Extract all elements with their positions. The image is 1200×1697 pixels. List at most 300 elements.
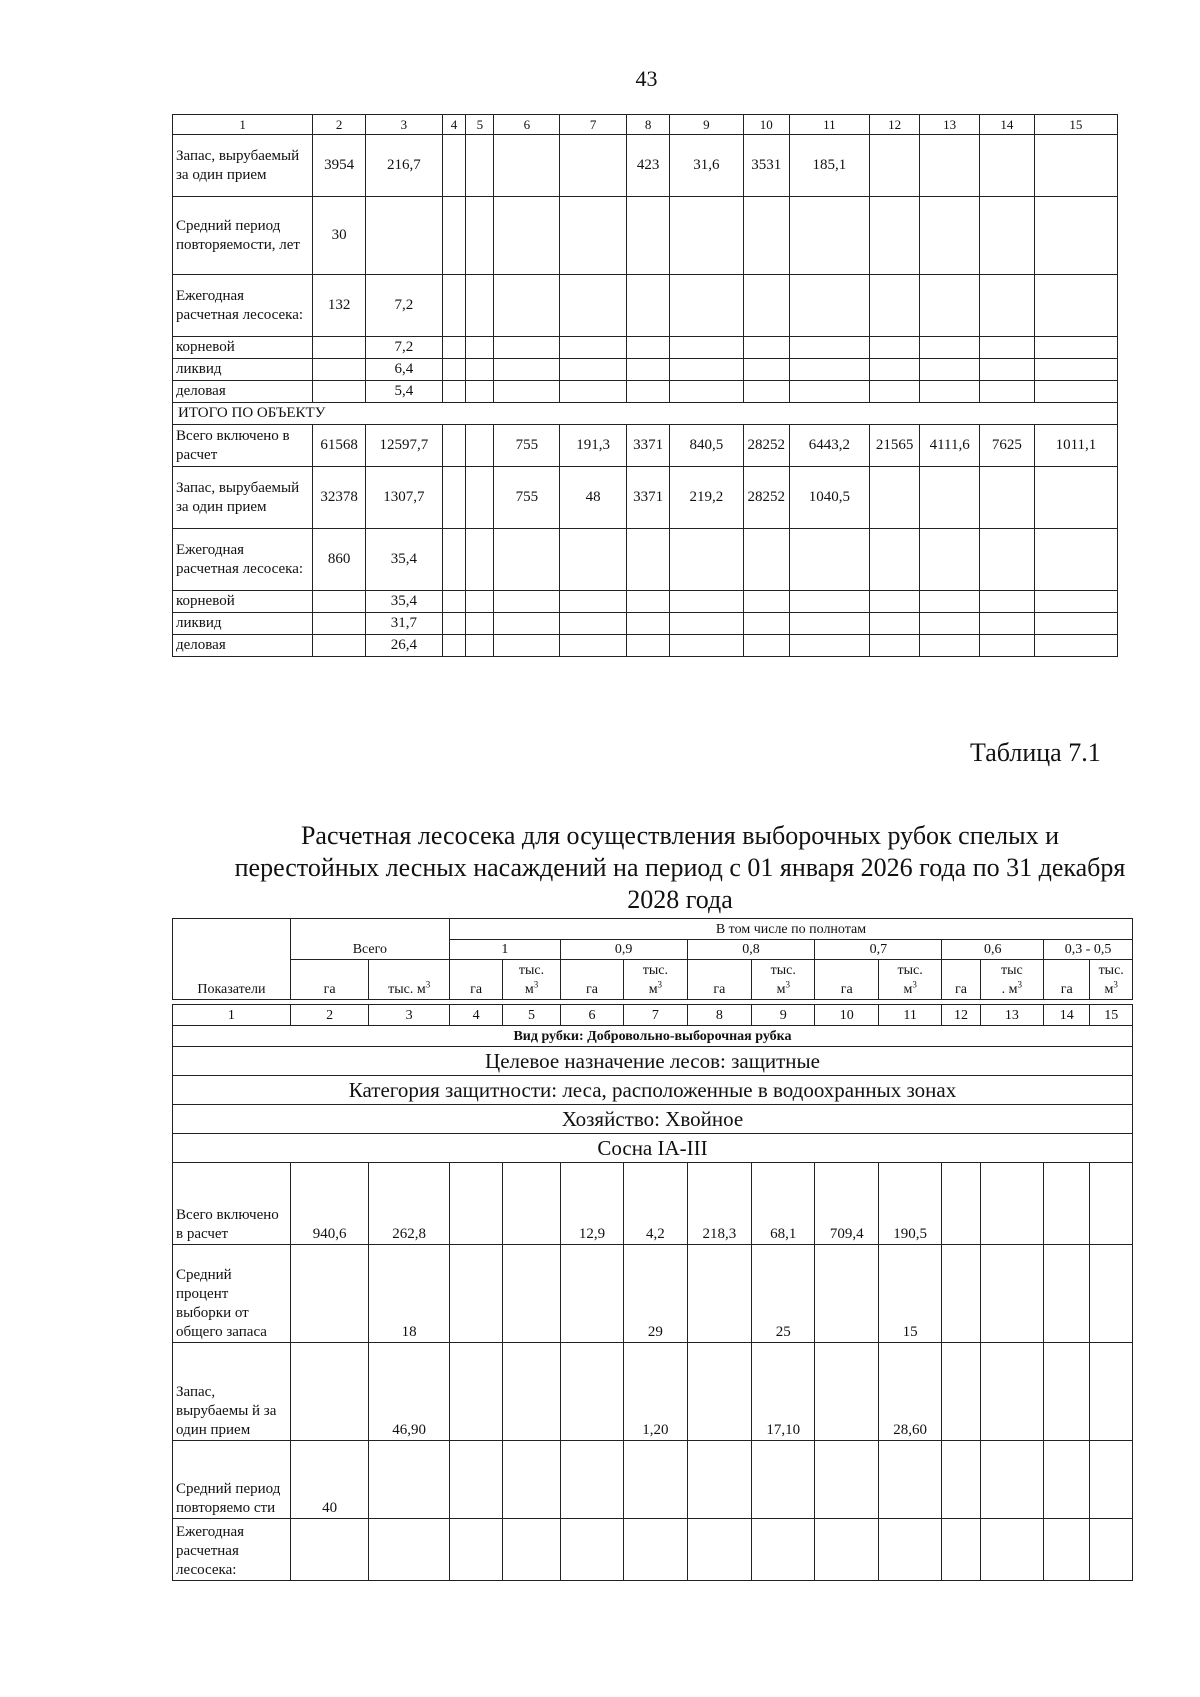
table-cell (979, 467, 1034, 529)
table-cell (920, 635, 979, 657)
column-number: 10 (743, 115, 789, 135)
table-cell (687, 1441, 751, 1519)
row-label: корневой (173, 591, 313, 613)
table-cell (789, 381, 869, 403)
unit-ha: га (942, 960, 980, 1000)
table-cell (449, 1245, 502, 1343)
table-cell (466, 275, 494, 337)
table-cell: 29 (624, 1245, 687, 1343)
table-cell (627, 613, 670, 635)
row-label: Средний период повторяемости, лет (173, 197, 313, 275)
table-cell (494, 591, 560, 613)
table-cell: 68,1 (752, 1163, 815, 1245)
table-cell (627, 381, 670, 403)
table-cell (670, 337, 743, 359)
table-cell: 3371 (627, 467, 670, 529)
table-cell (1044, 1519, 1090, 1581)
table-cell (449, 1163, 502, 1245)
table-cell: 12597,7 (366, 425, 443, 467)
table-cell (979, 635, 1034, 657)
table-cell: 423 (627, 135, 670, 197)
column-number: 9 (752, 1005, 815, 1026)
unit-thous-m3: тыс . $м^3$ (980, 960, 1043, 1000)
table-cell (1090, 1343, 1133, 1441)
table-cell (466, 529, 494, 591)
table-cell (560, 1441, 623, 1519)
table-cell: 1307,7 (366, 467, 443, 529)
row-label: Средний процент выборки от общего запаса (173, 1245, 291, 1343)
table-cell (1090, 1441, 1133, 1519)
table-cell (670, 613, 743, 635)
table-cell (1090, 1245, 1133, 1343)
table-cell (466, 197, 494, 275)
table-row (173, 337, 1118, 359)
column-number: 13 (980, 1005, 1043, 1026)
section-row (173, 403, 1118, 425)
table-cell (494, 635, 560, 657)
table-cell (442, 467, 466, 529)
column-number: 14 (979, 115, 1034, 135)
table-cell (670, 635, 743, 657)
column-number: 5 (466, 115, 494, 135)
table-cell (560, 635, 627, 657)
table-cell: 262,8 (369, 1163, 450, 1245)
table-cell: 17,10 (752, 1343, 815, 1441)
table-cell: 7,2 (366, 275, 443, 337)
table-cell (752, 1519, 815, 1581)
table-row (173, 635, 1118, 657)
table-cell (980, 1441, 1043, 1519)
table-row (173, 1245, 1133, 1343)
section-title: ИТОГО ПО ОБЪЕКТУ (173, 403, 1118, 425)
table-cell (442, 135, 466, 197)
table-cell: 1040,5 (789, 467, 869, 529)
table-cell (942, 1519, 980, 1581)
density-1: 1 (449, 940, 560, 960)
table-cell (466, 337, 494, 359)
table-cell (920, 197, 979, 275)
table-cell (869, 135, 920, 197)
table-cell (627, 529, 670, 591)
table-cell: 3531 (743, 135, 789, 197)
column-number: 3 (366, 115, 443, 135)
table-cell (1034, 529, 1117, 591)
column-number: 6 (560, 1005, 623, 1026)
table-cell: 35,4 (366, 529, 443, 591)
table-cell: 190,5 (878, 1163, 941, 1245)
table-cell (979, 135, 1034, 197)
species: Сосна IA-III (173, 1134, 1133, 1163)
unit-thous-m3: тыс. $м^3$ (1090, 960, 1133, 1000)
table-cell: 755 (494, 425, 560, 467)
table-cell (815, 1343, 878, 1441)
table-cell (1034, 591, 1117, 613)
allowable-cut-table (172, 918, 1133, 1581)
table-cell (560, 381, 627, 403)
table-cell (1044, 1441, 1090, 1519)
table-cell (494, 275, 560, 337)
table-cell (442, 337, 466, 359)
table-cell (442, 197, 466, 275)
table-row (173, 529, 1118, 591)
table-cell (980, 1519, 1043, 1581)
table-cell (503, 1441, 560, 1519)
table-cell (369, 1519, 450, 1581)
table-cell (1034, 275, 1117, 337)
table-cell (980, 1163, 1043, 1245)
continuation-table (172, 114, 1118, 657)
table-row (173, 275, 1118, 337)
table-cell (920, 337, 979, 359)
density-08: 0,8 (687, 940, 815, 960)
table-cell (466, 613, 494, 635)
table-cell (442, 381, 466, 403)
table-cell (290, 1519, 369, 1581)
table-cell (466, 381, 494, 403)
table-cell: 18 (369, 1245, 450, 1343)
table-cell (442, 275, 466, 337)
header-row (173, 115, 1118, 135)
column-number: 11 (789, 115, 869, 135)
table-cell (449, 1441, 502, 1519)
table-cell (313, 613, 366, 635)
table-cell (920, 359, 979, 381)
protection-category: Категория защитности: леса, расположенные в водоохранных зонах (173, 1076, 1133, 1105)
table-cell (503, 1245, 560, 1343)
table-cell (627, 197, 670, 275)
table-cell (1034, 337, 1117, 359)
table-cell: 6443,2 (789, 425, 869, 467)
table-cell (743, 529, 789, 591)
column-number: 9 (670, 115, 743, 135)
table-row (173, 1441, 1133, 1519)
column-number: 15 (1034, 115, 1117, 135)
table-cell: 132 (313, 275, 366, 337)
table-row (173, 1519, 1133, 1581)
column-number: 4 (449, 1005, 502, 1026)
table-cell: 5,4 (366, 381, 443, 403)
column-number: 1 (173, 115, 313, 135)
row-label: Ежегодная расчетная лесосека: (173, 275, 313, 337)
table-cell (1034, 635, 1117, 657)
table-cell: 31,6 (670, 135, 743, 197)
table-cell: 12,9 (560, 1163, 623, 1245)
table-cell (687, 1245, 751, 1343)
table-cell: 1,20 (624, 1343, 687, 1441)
table-cell (503, 1519, 560, 1581)
table-cell (466, 635, 494, 657)
table-cell (789, 359, 869, 381)
table-cell: 48 (560, 467, 627, 529)
table-cell (869, 275, 920, 337)
column-number-row (173, 1005, 1133, 1026)
table-cell (1034, 381, 1117, 403)
table-cell (624, 1519, 687, 1581)
table-row (173, 1163, 1133, 1245)
row-label: Запас, вырубаемы й за один прием (173, 1343, 291, 1441)
unit-thous-m3: тыс. $м^3$ (878, 960, 941, 1000)
column-number: 3 (369, 1005, 450, 1026)
header-total: Всего (290, 919, 449, 960)
table-cell (1044, 1163, 1090, 1245)
page-number: 43 (635, 66, 658, 91)
table-row (173, 467, 1118, 529)
table-cell (942, 1343, 980, 1441)
table-cell (979, 337, 1034, 359)
column-number: 4 (442, 115, 466, 135)
table-cell (979, 529, 1034, 591)
table-cell (560, 529, 627, 591)
row-label: Всего включено в расчет (173, 1163, 291, 1245)
table-cell (743, 613, 789, 635)
table-row (173, 425, 1118, 467)
table-cell (670, 275, 743, 337)
table-cell (1090, 1519, 1133, 1581)
table-cell (627, 337, 670, 359)
unit-total-ha: га (290, 960, 369, 1000)
table-row (173, 613, 1118, 635)
table-row (173, 381, 1118, 403)
table-cell (878, 1441, 941, 1519)
table-cell (979, 275, 1034, 337)
table-cell (442, 591, 466, 613)
table-cell (743, 197, 789, 275)
row-label: Средний период повторяемо сти (173, 1441, 291, 1519)
table-cell (442, 425, 466, 467)
table-cell (1034, 135, 1117, 197)
table-label: Таблица 7.1 (970, 738, 1101, 767)
table-cell (789, 337, 869, 359)
table-cell (743, 359, 789, 381)
table-cell (442, 359, 466, 381)
table-cell (920, 275, 979, 337)
table-cell (466, 135, 494, 197)
table-cell (313, 635, 366, 657)
table-cell: 219,2 (670, 467, 743, 529)
table-cell (466, 591, 494, 613)
table-cell (494, 359, 560, 381)
table-cell (670, 359, 743, 381)
table-cell (313, 359, 366, 381)
header-row-1 (173, 919, 1133, 940)
table-cell (920, 529, 979, 591)
table-cell: 185,1 (789, 135, 869, 197)
table-cell (560, 613, 627, 635)
table-cell (869, 467, 920, 529)
table-row (173, 135, 1118, 197)
table-cell: 4111,6 (920, 425, 979, 467)
column-number: 2 (313, 115, 366, 135)
row-label: ликвид (173, 613, 313, 635)
table-cell (743, 591, 789, 613)
column-number: 7 (560, 115, 627, 135)
table-cell (920, 613, 979, 635)
table-cell (869, 591, 920, 613)
table-cell (815, 1441, 878, 1519)
table-cell (494, 613, 560, 635)
table-cell (920, 381, 979, 403)
table-cell: 6,4 (366, 359, 443, 381)
table-cell: 32378 (313, 467, 366, 529)
table-cell: 26,4 (366, 635, 443, 657)
table-cell (670, 381, 743, 403)
table-cell: 218,3 (687, 1163, 751, 1245)
table-cell (920, 135, 979, 197)
table-cell (560, 197, 627, 275)
table-cell (1034, 467, 1117, 529)
table-cell (290, 1245, 369, 1343)
row-label: Ежегодная расчетная лесосека: (173, 529, 313, 591)
table-cell (920, 591, 979, 613)
table-cell (627, 275, 670, 337)
table-cell (494, 337, 560, 359)
table-cell (979, 359, 1034, 381)
table-cell: 1011,1 (1034, 425, 1117, 467)
table-cell (980, 1343, 1043, 1441)
table-cell (466, 359, 494, 381)
table-cell: 3371 (627, 425, 670, 467)
category-row (173, 1076, 1133, 1105)
table-title: Расчетная лесосека для осуществления выборочных рубок спелых и перестойных лесных насаждений на период с 01 января 2026 года по 31 декабря 2028 года (234, 821, 1126, 914)
table-cell (942, 1245, 980, 1343)
table-cell (494, 135, 560, 197)
economy: Хозяйство: Хвойное (173, 1105, 1133, 1134)
table-cell (560, 135, 627, 197)
table-cell (466, 467, 494, 529)
table-cell (313, 381, 366, 403)
unit-ha: га (815, 960, 878, 1000)
unit-ha: га (449, 960, 502, 1000)
table-cell (869, 529, 920, 591)
table-cell (979, 591, 1034, 613)
header-row-3 (173, 960, 1133, 1000)
table-cell (670, 529, 743, 591)
table-cell (743, 337, 789, 359)
table-cell (942, 1441, 980, 1519)
cut-type: Вид рубки: Добровольно-выборочная рубка (173, 1026, 1133, 1047)
purpose-row (173, 1047, 1133, 1076)
unit-thous-m3: тыс. $м^3$ (503, 960, 560, 1000)
table-cell (494, 381, 560, 403)
table-cell (979, 197, 1034, 275)
column-number: 12 (942, 1005, 980, 1026)
table-cell (560, 1343, 623, 1441)
table-cell (442, 613, 466, 635)
table-cell: 216,7 (366, 135, 443, 197)
table-cell (560, 359, 627, 381)
table-cell (869, 635, 920, 657)
table-cell: 46,90 (369, 1343, 450, 1441)
row-label: Ежегодная расчетная лесосека: (173, 1519, 291, 1581)
table-cell: 4,2 (624, 1163, 687, 1245)
table-cell (560, 1245, 623, 1343)
table-row (173, 197, 1118, 275)
table-cell (369, 1441, 450, 1519)
density-07: 0,7 (815, 940, 942, 960)
table-cell: 61568 (313, 425, 366, 467)
table-cell: 709,4 (815, 1163, 878, 1245)
table-cell: 40 (290, 1441, 369, 1519)
table-cell: 840,5 (670, 425, 743, 467)
table-cell (920, 467, 979, 529)
table-row (173, 591, 1118, 613)
row-label: ликвид (173, 359, 313, 381)
table-cell (743, 381, 789, 403)
table-cell: 860 (313, 529, 366, 591)
table-cell (980, 1245, 1043, 1343)
table-cell (670, 197, 743, 275)
table-cell (449, 1519, 502, 1581)
unit-ha: га (1044, 960, 1090, 1000)
table-cell (1044, 1245, 1090, 1343)
table-cell (560, 337, 627, 359)
table-cell (624, 1441, 687, 1519)
table-cell (869, 359, 920, 381)
row-label: корневой (173, 337, 313, 359)
table-cell (627, 359, 670, 381)
column-number: 6 (494, 115, 560, 135)
table-cell (789, 197, 869, 275)
table-cell (752, 1441, 815, 1519)
forest-purpose: Целевое назначение лесов: защитные (173, 1047, 1133, 1076)
row-label: Всего включено в расчет (173, 425, 313, 467)
table-cell: 21565 (869, 425, 920, 467)
table-cell (466, 425, 494, 467)
table-cell (869, 337, 920, 359)
table-cell (815, 1519, 878, 1581)
table-cell (627, 591, 670, 613)
column-number: 1 (173, 1005, 291, 1026)
table-cell (449, 1343, 502, 1441)
column-number: 12 (869, 115, 920, 135)
column-number: 10 (815, 1005, 878, 1026)
table-cell: 7625 (979, 425, 1034, 467)
density-06: 0,6 (942, 940, 1044, 960)
table-cell (878, 1519, 941, 1581)
cut-type-row (173, 1026, 1133, 1047)
table-cell: 3954 (313, 135, 366, 197)
unit-ha: га (687, 960, 751, 1000)
table-cell (979, 381, 1034, 403)
table-cell: 28252 (743, 467, 789, 529)
table-cell (313, 591, 366, 613)
row-label: Запас, вырубаемый за один прием (173, 467, 313, 529)
table-cell (1034, 359, 1117, 381)
economy-row (173, 1105, 1133, 1134)
column-number: 15 (1090, 1005, 1133, 1026)
table-cell (815, 1245, 878, 1343)
table-cell (869, 613, 920, 635)
table-cell (494, 197, 560, 275)
table-cell: 191,3 (560, 425, 627, 467)
table-row (173, 359, 1118, 381)
table-cell: 755 (494, 467, 560, 529)
table-cell: 28,60 (878, 1343, 941, 1441)
row-label: Запас, вырубаемый за один прием (173, 135, 313, 197)
table-cell: 25 (752, 1245, 815, 1343)
row-label: деловая (173, 635, 313, 657)
table-cell (670, 591, 743, 613)
table-cell (869, 381, 920, 403)
row-label: деловая (173, 381, 313, 403)
table-cell (789, 635, 869, 657)
table-cell (313, 337, 366, 359)
table-cell: 31,7 (366, 613, 443, 635)
table-cell: 940,6 (290, 1163, 369, 1245)
table-cell (789, 591, 869, 613)
table-cell (560, 275, 627, 337)
column-number: 14 (1044, 1005, 1090, 1026)
